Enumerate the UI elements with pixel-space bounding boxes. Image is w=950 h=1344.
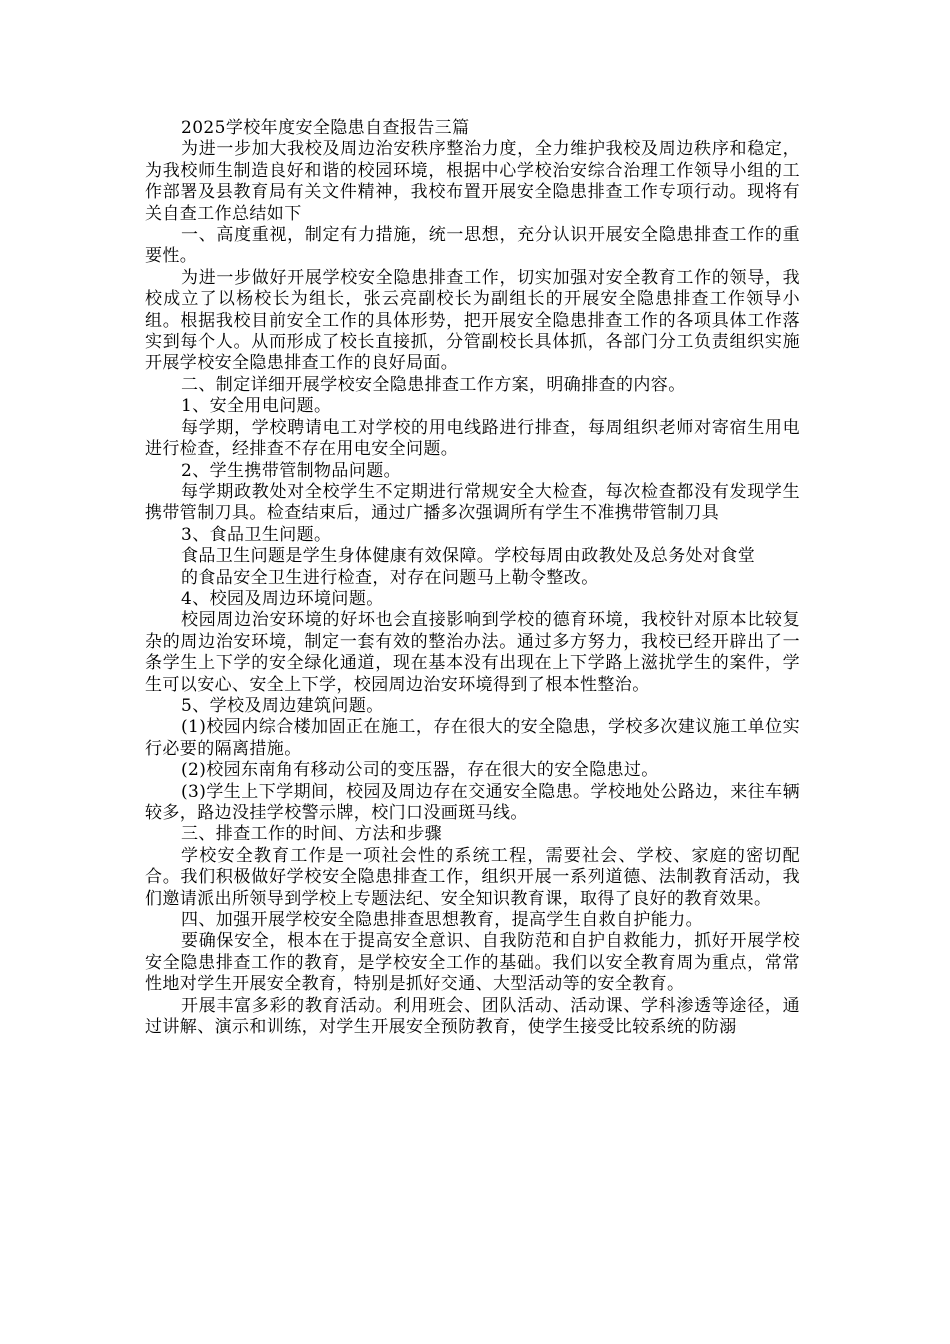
sub-item-2: (2)校园东南角有移动公司的变压器，存在很大的安全隐患过。 — [181, 760, 659, 781]
item-heading-3: 3、食品卫生问题。 — [181, 524, 332, 545]
section-heading-4: 四、加强开展学校安全隐患排查思想教育，提高学生自救自护能力。 — [181, 910, 703, 931]
document-title: 2025学校年度安全隐患自查报告三篇 — [181, 118, 470, 138]
paragraph: 每学期政教处对全校学生不定期进行常规安全大检查，每次检查都没有发现学生携带管制刀具。检查结束后，通过广播多次强调所有学生不准携带管制刀具 — [145, 481, 800, 524]
paragraph: 每学期，学校聘请电工对学校的用电线路进行排查，每周组织老师对寄宿生用电进行检查，经排查不存在用电安全问题。 — [145, 417, 800, 460]
paragraph: 的食品安全卫生进行检查，对存在问题马上勒令整改。 — [181, 567, 599, 588]
paragraph: 校园周边治安环境的好坏也会直接影响到学校的德育环境，我校针对原本比较复杂的周边治安环境，制定一套有效的整治办法。通过多方努力，我校已经开辟出了一条学生上下学的安全绿化通道，现在基本没有出现在上下学路上滋扰学生的案件，学生可以安心、安全上下学，校园周边治安环境得到了根本性整治。 — [145, 610, 800, 695]
section-heading-3: 三、排查工作的时间、方法和步骤 — [181, 824, 442, 845]
sub-item-3: (3)学生上下学期间，校园及周边存在交通安全隐患。学校地处公路边，来往车辆较多，路边没挂学校警示牌，校门口没画斑马线。 — [145, 781, 800, 823]
section-heading-1: 一、高度重视，制定有力措施，统一思想，充分认识开展安全隐患排查工作的重要性。 — [145, 225, 800, 267]
paragraph: 食品卫生问题是学生身体健康有效保障。学校每周由政教处及总务处对食堂 — [181, 546, 756, 567]
item-heading-4: 4、校园及周边环境问题。 — [181, 588, 384, 609]
item-heading-2: 2、学生携带管制物品问题。 — [181, 460, 402, 481]
paragraph: 为进一步做好开展学校安全隐患排查工作，切实加强对安全教育工作的领导，我校成立了以杨校长为组长，张云亮副校长为副组长的开展安全隐患排查工作领导小组。根据我校目前安全工作的具体形势，把开展安全隐患排查工作的各项具体工作落实到每个人。从而形成了校长直接抓，分管副校长具体抓，各部门分工负责组织实施开展学校安全隐患排查工作的良好局面。 — [145, 267, 800, 374]
paragraph: 要确保安全，根本在于提高安全意识、自我防范和自护自救能力，抓好开展学校安全隐患排查工作的教育，是学校安全工作的基础。我们以安全教育周为重点，常常性地对学生开展安全教育，特别是抓好交通、大型活动等的安全教育。 — [145, 931, 800, 995]
item-heading-5: 5、学校及周边建筑问题。 — [181, 695, 384, 716]
item-heading-1: 1、安全用电问题。 — [181, 396, 332, 417]
paragraph: 学校安全教育工作是一项社会性的系统工程，需要社会、学校、家庭的密切配合。我们积极做好学校安全隐患排查工作，组织开展一系列道德、法制教育活动，我们邀请派出所领导到学校上专题法纪、安全知识教育课，取得了良好的教育效果。 — [145, 845, 800, 909]
paragraph: 开展丰富多彩的教育活动。利用班会、团队活动、活动课、学科渗透等途径，通过讲解、演示和训练，对学生开展安全预防教育，使学生接受比较系统的防溺 — [145, 995, 800, 1038]
document-body — [145, 118, 800, 1038]
paragraph-intro: 为进一步加大我校及周边治安秩序整治力度，全力维护我校及周边秩序和稳定，为我校师生制造良好和谐的校园环境，根据中心学校治安综合治理工作领导小组的工作部署及县教育局有关文件精神，我校布置开展安全隐患排查工作专项行动。现将有关自查工作总结如下 — [145, 139, 800, 224]
section-heading-2: 二、制定详细开展学校安全隐患排查工作方案，明确排查的内容。 — [181, 374, 686, 395]
sub-item-1: (1)校园内综合楼加固正在施工，存在很大的安全隐患，学校多次建议施工单位实行必要的隔离措施。 — [145, 717, 800, 759]
